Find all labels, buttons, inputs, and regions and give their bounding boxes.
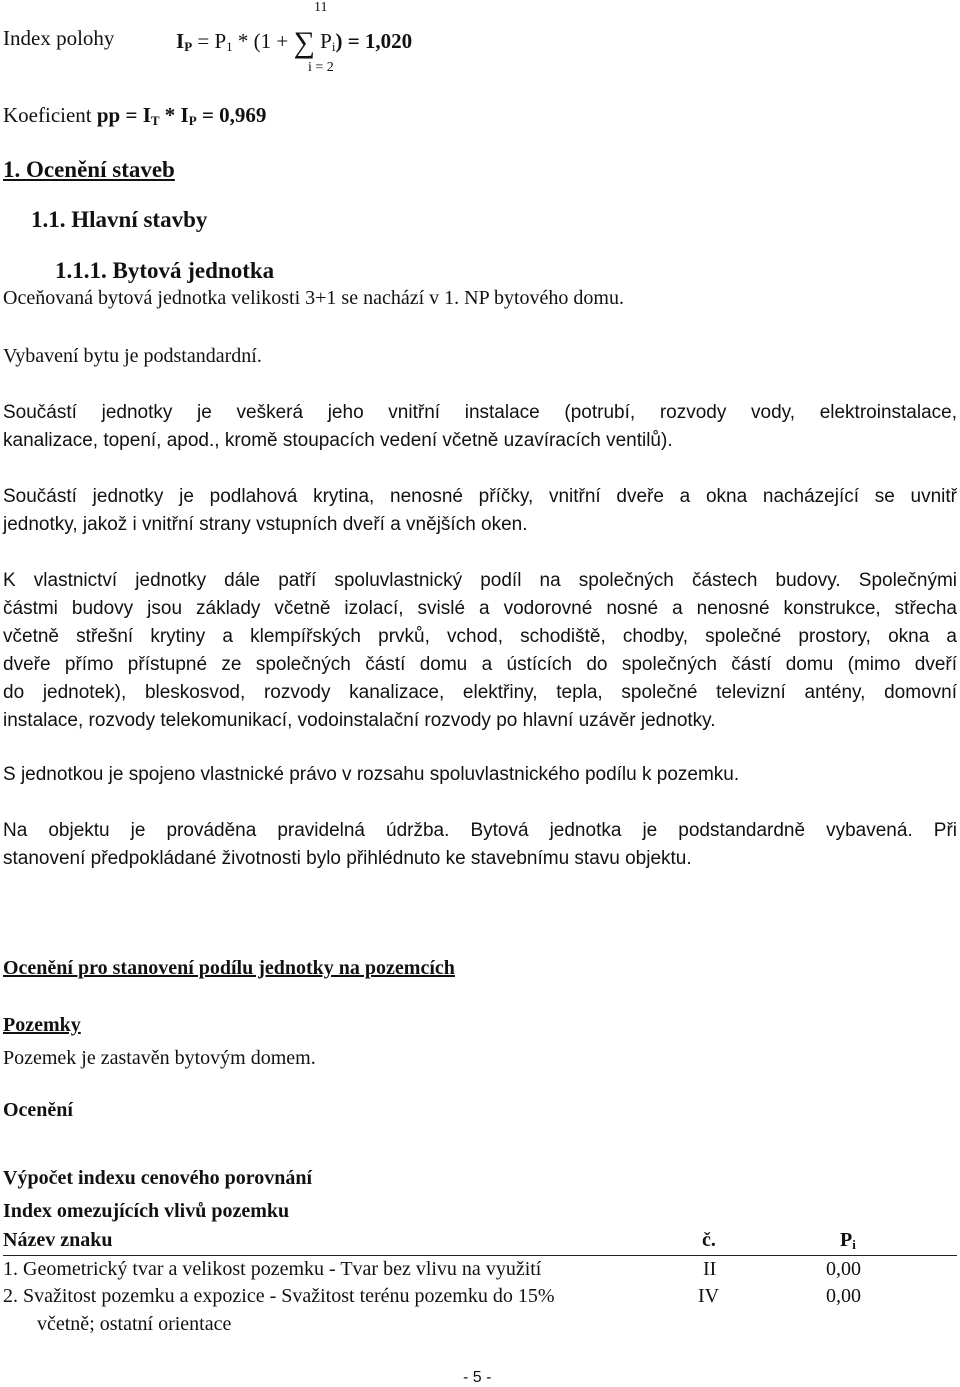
table-row-1-value: 0,00 [826, 1258, 861, 1280]
section-title-pozemky: Ocenění pro stanovení podílu jednotky na pozemcích [3, 957, 455, 979]
paragraph-krytina-line-2: jednotky, jakož i vnitřní strany vstupních dveří a vnějších oken. [3, 514, 528, 535]
heading-ocenení-staveb: 1. Ocenění staveb [3, 157, 175, 182]
page-number: - 5 - [463, 1369, 492, 1386]
table-header-name: Název znaku [3, 1229, 113, 1251]
pozemek-text: Pozemek je zastavěn bytovým domem. [3, 1047, 316, 1069]
formula-ip: $I_P$ [176, 29, 193, 54]
table-row-1-num: II [703, 1258, 717, 1280]
heading-bytova-jednotka: 1.1.1. Bytová jednotka [55, 258, 275, 283]
table-row-1-name: 1. Geometrický tvar a velikost pozemku - Tvar bez vlivu na využití [3, 1258, 542, 1280]
paragraph-vybaveni: Vybavení bytu je podstandardní. [3, 345, 262, 367]
table-row-2-name: 2. Svažitost pozemku a expozice - Svažitost terénu pozemku do 15% [3, 1285, 555, 1307]
paragraph-vlastnictvi-line-1: K vlastnictví jednotky dále patří spoluvlastnický podíl na společných částech budovy. Společnými [3, 570, 957, 591]
sum-upper-limit: 11 [314, 0, 328, 15]
paragraph-vlastnictvi-line-6: instalace, rozvody telekomunikací, vodoinstalační rozvody po hlavní uzávěr jednotky. [3, 710, 716, 731]
heading-pozemky: Pozemky [3, 1014, 81, 1036]
paragraph-instalace-line-1: Součástí jednotky je veškerá jeho vnitřní instalace (potrubí, rozvody vody, elektroinstalace, [3, 402, 957, 423]
table-header-rule [3, 1255, 957, 1256]
heading-vypocet-indexu: Výpočet indexu cenového porovnání [3, 1167, 313, 1189]
table-row-2-name-cont: včetně; ostatní orientace [37, 1313, 232, 1335]
paragraph-vlastnictvi-line-3: včetně střešní krytiny a klempířských prvků, vchod, schodiště, chodby, společné prostory, okna a [3, 626, 957, 647]
heading-hlavni-stavby: 1.1. Hlavní stavby [31, 207, 208, 232]
paragraph-location: Oceňovaná bytová jednotka velikosti 3+1 se nachází v 1. NP bytového domu. [3, 287, 624, 309]
paragraph-udrzba-line-2: stanovení předpokládané životnosti bylo přihlédnuto ke stavebnímu stavu objektu. [3, 848, 692, 869]
paragraph-udrzba-line-1: Na objektu je prováděna pravidelná údržba. Bytová jednotka je podstandardně vybavená. Při [3, 820, 957, 841]
table-header-pi: $P_i$ [840, 1229, 856, 1252]
index-polohy-formula: $I_P = P_1 * (1$ + ∑ $P_i) = 1,020$ [176, 26, 413, 59]
table-row-2-num: IV [698, 1285, 720, 1307]
heading-oceneni: Ocenění [3, 1099, 73, 1121]
sum-lower-limit: i = 2 [308, 60, 334, 75]
index-polohy-label: Index polohy [3, 26, 115, 50]
paragraph-krytina-line-1: Součástí jednotky je podlahová krytina, nenosné příčky, vnitřní dveře a okna nacházející se uvnitř [3, 486, 957, 507]
paragraph-vlastnictvi-line-4: dveře přímo přístupné ze společných částí domu a ústících do společných částí domu (mimo dveří [3, 654, 957, 675]
paragraph-vlastnictvi-line-2: částmi budovy jsou základy včetně izolací, svislé a vodorovné nosné a nenosné konstrukce, střecha [3, 598, 957, 619]
koeficient-line: Koeficient pp = $I_T * I_P = 0,969$ [3, 103, 267, 128]
table-header-num: č. [702, 1229, 716, 1251]
paragraph-vlastnicke-pravo: S jednotkou je spojeno vlastnické právo v rozsahu spoluvlastnického podílu k pozemku. [3, 764, 740, 785]
paragraph-instalace-line-2: kanalizace, topení, apod., kromě stoupacích vedení včetně uzavíracích ventilů). [3, 430, 673, 451]
heading-index-omezujicich: Index omezujících vlivů pozemku [3, 1200, 290, 1222]
sum-symbol: ∑ [293, 26, 315, 59]
paragraph-vlastnictvi-line-5: do jednotek), bleskosvod, rozvody kanalizace, elektřiny, tepla, společné televizní antény, domovní [3, 682, 957, 703]
table-row-2-value: 0,00 [826, 1285, 861, 1307]
